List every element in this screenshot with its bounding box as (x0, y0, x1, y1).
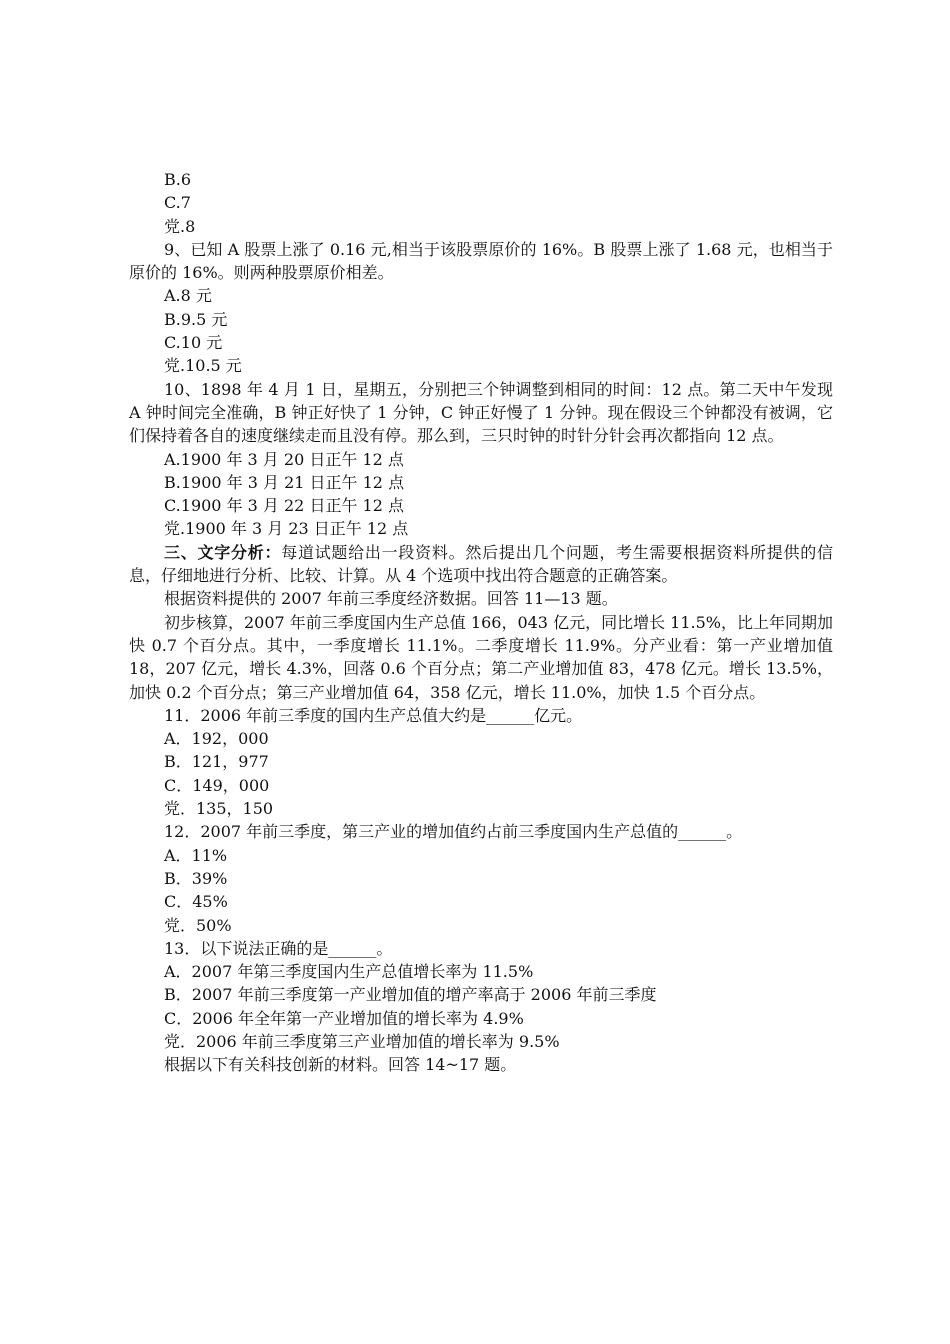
option-q12-c: C．45% (164, 892, 228, 912)
option-q10-b: B.1900 年 3 月 21 日正午 12 点 (164, 472, 405, 492)
option-q9-c: C.10 元 (164, 333, 223, 353)
option-q13-b: B．2007 年前三季度第一产业增加值的增产率高于 2006 年前三季度 (164, 985, 657, 1005)
section-3-intro: 每道试题给出一段资料。然后提出几个问题，考生需要根据资料所提供的信息，仔细地进行分析、比较、计算。从 4 个选项中找出符合题意的正确答案。 (129, 542, 833, 586)
option-q13-c: C．2006 年全年第一产业增加值的增长率为 4.9% (164, 1008, 524, 1028)
question-9-stem: 9、已知 A 股票上涨了 0.16 元,相当于该股票原价的 16%。B 股票上涨了 1.68 元，也相当于原价的 16%。则两种股票原价相差。 (129, 239, 833, 283)
option-q11-c: C．149，000 (164, 775, 270, 795)
option-q11-b: B．121，977 (164, 752, 269, 772)
option-q10-d: 党.1900 年 3 月 23 日正午 12 点 (164, 519, 409, 539)
option-q9-b: B.9.5 元 (164, 309, 228, 329)
question-10-stem: 10、1898 年 4 月 1 日，星期五，分别把三个钟调整到相同的时间：12 点。第二天中午发现 A 钟时间完全准确，B 钟正好快了 1 分钟，C 钟正好慢了 1 分钟。现在假设三个钟都没有被调，它们保持着各自的速度继续走而且没有停。那么到，三只时钟的时针分针会再次都指向 12 点。 (129, 379, 833, 446)
option-q10-a: A.1900 年 3 月 20 日正午 12 点 (164, 449, 404, 469)
option-q11-a: A．192，000 (164, 729, 269, 749)
option-q10-c: C.1900 年 3 月 22 日正午 12 点 (164, 496, 404, 516)
question-11-stem: 11．2006 年前三季度的国内生产总值大约是______亿元。 (164, 705, 583, 725)
option-q9-a: A.8 元 (164, 286, 212, 306)
option-q8-c: C.7 (164, 193, 191, 213)
section-3-heading: 三、文字分析： (164, 542, 282, 562)
document-page (129, 168, 833, 1077)
option-q13-d: 党．2006 年前三季度第三产业增加值的增长率为 9.5% (164, 1031, 560, 1051)
material-1-text: 初步核算，2007 年前三季度国内生产总值 166，043 亿元，同比增长 11.5%，比上年同期加快 0.7 个百分点。其中，一季度增长 11.1%。二季度增长 11.9%。分产业看：第一产业增加值 18，207 亿元，增长 4.3%，回落 0.6 个百分点；第二产业增加值 83，478 亿元。增长 13.5%，加快 0.2 个百分点；第三产业增加值 64，358 亿元，增长 11.0%，加快 1.5 个百分点。 (129, 612, 833, 702)
question-13-stem: 13．以下说法正确的是______。 (164, 938, 393, 958)
section-3-paragraph (129, 541, 833, 588)
material-2-lead: 根据以下有关科技创新的材料。回答 14~17 题。 (164, 1055, 517, 1075)
question-12-stem: 12．2007 年前三季度，第三产业的增加值约占前三季度国内生产总值的______。 (164, 822, 743, 842)
option-q9-d: 党.10.5 元 (164, 356, 242, 376)
option-q8-b: B.6 (164, 170, 192, 189)
option-q11-d: 党．135，150 (164, 799, 274, 819)
option-q13-a: A．2007 年第三季度国内生产总值增长率为 11.5% (164, 962, 534, 982)
option-q12-d: 党．50% (164, 915, 232, 935)
option-q12-a: A．11% (164, 845, 228, 865)
option-q8-d: 党.8 (164, 216, 196, 236)
option-q12-b: B．39% (164, 868, 228, 888)
material-1-lead: 根据资料提供的 2007 年前三季度经济数据。回答 11—13 题。 (164, 589, 618, 609)
